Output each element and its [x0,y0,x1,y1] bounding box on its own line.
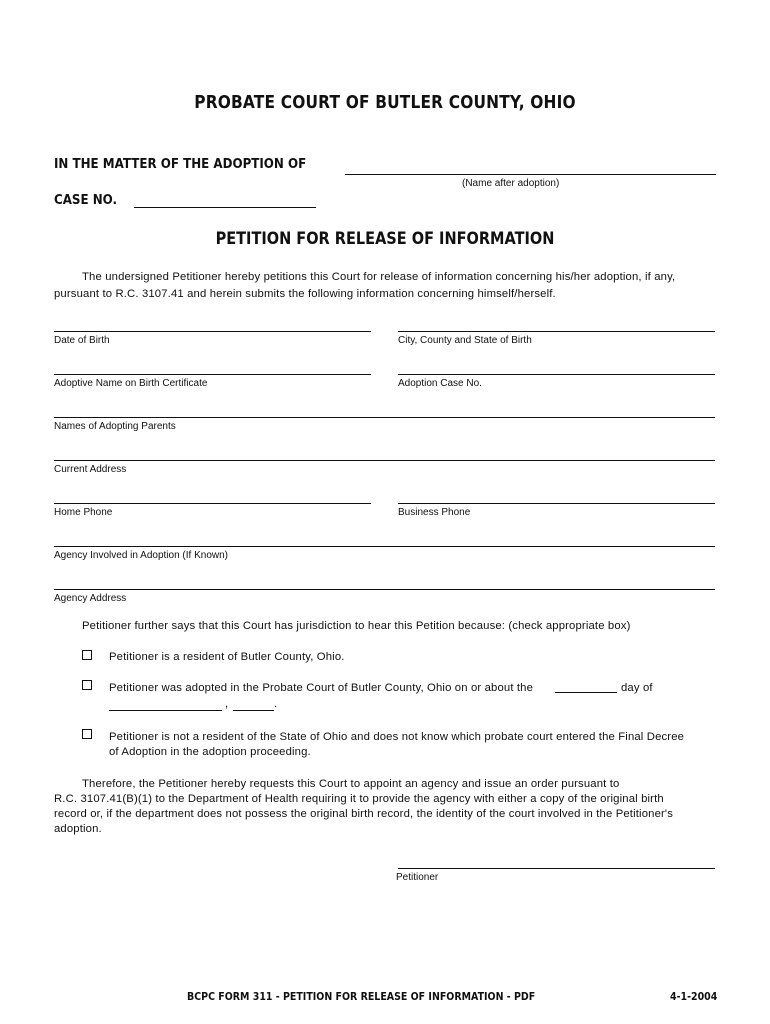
adoptive-name-field[interactable] [54,374,371,375]
closing-paragraph-line-2: R.C. 3107.41(B)(1) to the Department of Health requiring it to provide the agency with either a copy of the original birth [54,793,664,805]
intro-paragraph-line-2: pursuant to R.C. 3107.41 and herein submits the following information concerning himself/herself. [54,288,556,300]
agency-involved-field[interactable] [54,546,715,547]
footer-date: 4-1-2004 [670,991,718,1003]
petitioner-label: Petitioner [396,872,439,883]
birthplace-field[interactable] [398,331,715,332]
adoptive-name-label: Adoptive Name on Birth Certificate [54,378,208,389]
agency-address-field[interactable] [54,589,715,590]
closing-paragraph-line-4: adoption. [54,823,102,835]
agency-address-label: Agency Address [54,593,127,604]
adoption-case-number-label: Adoption Case No. [398,378,482,389]
footer-form-name: BCPC FORM 311 - PETITION FOR RELEASE OF INFORMATION - PDF [187,991,536,1003]
current-address-field[interactable] [54,460,715,461]
jurisdiction-intro: Petitioner further says that this Court has jurisdiction to hear this Petition because: (check appropriate box) [82,620,631,632]
non-resident-checkbox[interactable] [82,729,92,739]
current-address-label: Current Address [54,464,127,475]
adoption-month-field[interactable] [109,710,222,711]
adopting-parents-field[interactable] [54,417,715,418]
resident-checkbox[interactable] [82,650,92,660]
date-of-birth-field[interactable] [54,331,371,332]
intro-paragraph-line-1: The undersigned Petitioner hereby petitions this Court for release of information concerning his/her adoption, if any, [82,271,676,283]
home-phone-label: Home Phone [54,507,113,518]
date-of-birth-label: Date of Birth [54,335,110,346]
adoption-case-number-field[interactable] [398,374,715,375]
resident-option-label: Petitioner is a resident of Butler County, Ohio. [109,651,345,663]
business-phone-label: Business Phone [398,507,471,518]
petitioner-signature-field[interactable] [398,868,715,869]
closing-paragraph-line-3: record or, if the department does not possess the original birth record, the identity of the court involved in the Petitioner's [54,808,674,820]
business-phone-field[interactable] [398,503,715,504]
day-of-label: day of [621,682,653,694]
court-title: PROBATE COURT OF BUTLER COUNTY, OHIO [194,93,576,113]
adopted-in-butler-checkbox[interactable] [82,680,92,690]
agency-involved-label: Agency Involved in Adoption (If Known) [54,550,228,561]
adoption-matter-label: IN THE MATTER OF THE ADOPTION OF [54,156,307,172]
adopted-option-label: Petitioner was adopted in the Probate Court of Butler County, Ohio on or about the [109,682,534,694]
non-resident-option-line-2: of Adoption in the adoption proceeding. [109,746,311,758]
adoption-day-field[interactable] [555,692,617,693]
case-number-field[interactable] [134,207,316,208]
date-period: . [274,698,278,710]
adopting-parents-label: Names of Adopting Parents [54,421,176,432]
closing-paragraph-line-1: Therefore, the Petitioner hereby requests this Court to appoint an agency and issue an order pursuant to [82,778,620,790]
name-after-adoption-caption: (Name after adoption) [462,178,560,189]
home-phone-field[interactable] [54,503,371,504]
non-resident-option-line-1: Petitioner is not a resident of the State of Ohio and does not know which probate court entered the Final Decree [109,731,685,743]
adoption-year-field[interactable] [233,710,274,711]
form-title: PETITION FOR RELEASE OF INFORMATION [215,229,555,248]
date-comma: , [225,698,229,710]
case-number-label: CASE NO. [54,192,118,208]
adoptee-name-field[interactable] [345,174,716,175]
birthplace-label: City, County and State of Birth [398,335,532,346]
